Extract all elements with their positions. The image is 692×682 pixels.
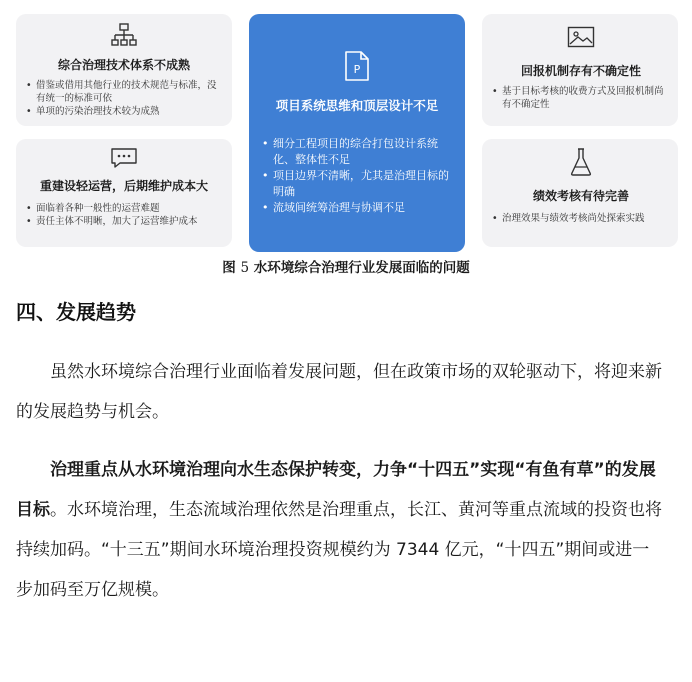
card-performance-evaluation: [482, 139, 678, 247]
image-icon: [567, 26, 595, 48]
bullet-item: • 细分工程项目的综合打包设计系统化、整体性不足: [259, 136, 455, 168]
card-return-mechanism: [482, 14, 678, 126]
card-operation-cost: [16, 139, 232, 247]
bullet-item: • 流域间统筹治理与协调不足: [259, 200, 455, 216]
card-title: 项目系统思维和顶层设计不足: [275, 98, 439, 113]
document-p-icon: [344, 50, 370, 82]
bullet-item: • 单项的污染治理技术较为成熟: [24, 105, 224, 118]
chat-bubble-icon: [110, 147, 138, 169]
card-bullets: [259, 136, 455, 216]
bullet-item: • 面临着各种一般性的运营难题: [24, 202, 224, 215]
org-chart-icon: [111, 22, 137, 48]
paragraph-bold-lead: 治理重点从水环境治理向水生态保护转变，力争“十四五”实现“有鱼有草”的发展目标: [16, 460, 656, 520]
bullet-item: • 责任主体不明晰，加大了运营维护成本: [24, 215, 224, 228]
section-heading: 四、发展趋势: [16, 300, 136, 324]
bullet-item: • 项目边界不清晰，尤其是治理目标的明确: [259, 168, 455, 200]
paragraph-trend: [16, 450, 666, 610]
card-title: 综合治理技术体系不成熟: [57, 58, 190, 72]
card-bullets: [24, 79, 224, 118]
card-title: 绩效考核有待完善: [532, 189, 629, 203]
bullet-item: • 借鉴或借用其他行业的技术规范与标准，没有统一的标准可依: [24, 79, 224, 105]
card-bullets: [490, 212, 672, 225]
paragraph-intro: [16, 352, 666, 432]
card-bullets: [24, 202, 224, 228]
caption-text: 水环境综合治理行业发展面临的问题: [253, 260, 470, 276]
bullet-item: • 治理效果与绩效考核尚处探索实践: [490, 212, 672, 225]
bullet-item: • 基于目标考核的收费方式及回报机制尚有不确定性: [490, 85, 672, 111]
caption-prefix: 图: [222, 260, 236, 276]
paragraph-text: 。水环境治理，生态流域治理依然是治理重点，长江、黄河等重点流域的投资也将持续加码。“十三五”期间水环境治理投资规模约为 7344 亿元，“十四五”期间或进一步加码至万亿规模。: [16, 500, 662, 600]
card-bullets: [490, 85, 672, 111]
card-title: 回报机制存有不确定性: [520, 64, 641, 78]
card-system-design: [249, 14, 465, 252]
paragraph-text: 虽然水环境综合治理行业面临着发展问题，但在政策市场的双轮驱动下，将迎来新的发展趋势与机会。: [16, 362, 662, 422]
figure-caption: [0, 256, 692, 276]
flask-icon: [569, 147, 593, 177]
svg-text:P: P: [353, 63, 361, 76]
caption-number: 5: [240, 260, 250, 276]
card-title: 重建设轻运营，后期维护成本大: [39, 179, 208, 193]
card-tech-system: [16, 14, 232, 126]
